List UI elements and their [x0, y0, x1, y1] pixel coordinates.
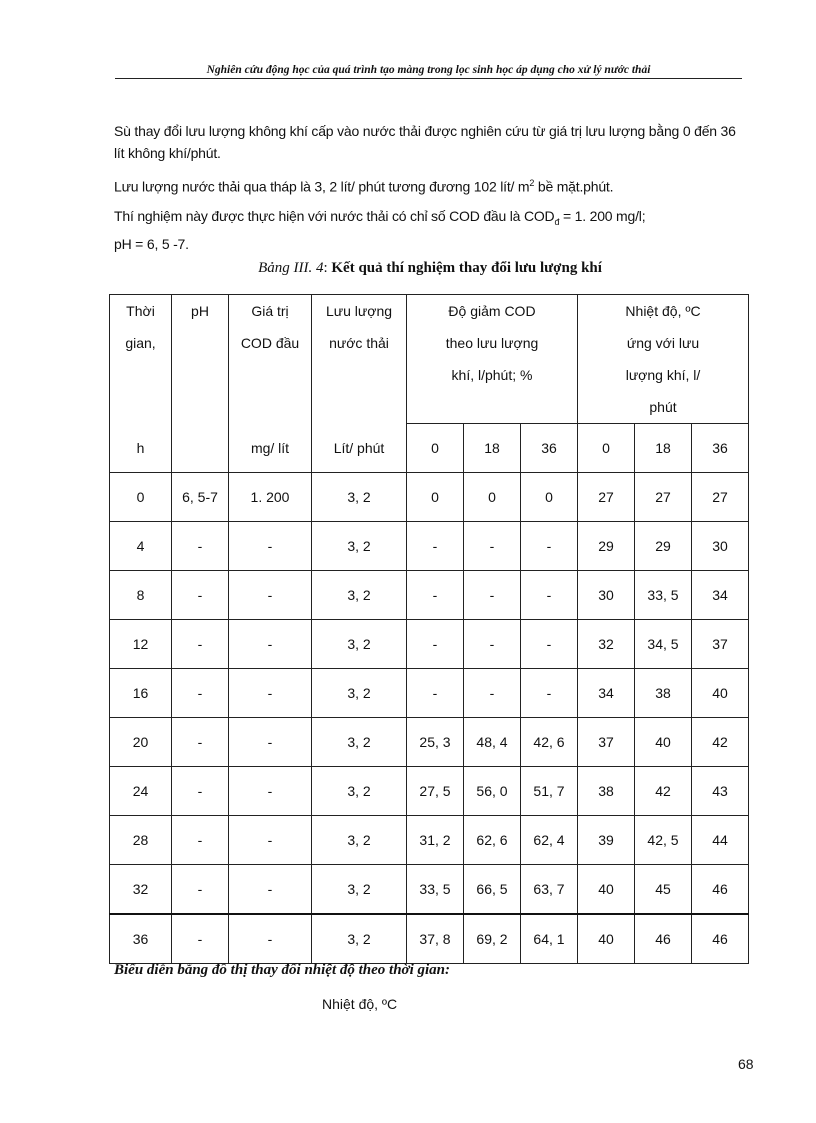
- table-cell: 4: [110, 522, 172, 571]
- header-reduction-line1: Độ giảm COD: [448, 303, 536, 319]
- table-cell: 8: [110, 571, 172, 620]
- table-cell: 3, 2: [312, 620, 407, 669]
- table-cell: 29: [578, 522, 635, 571]
- header-reduction-line2: theo lưu lượng: [445, 335, 539, 351]
- table-row: [110, 767, 749, 816]
- table-cell: 40: [635, 718, 692, 767]
- table-cell: -: [172, 914, 229, 964]
- table-cell: 46: [692, 865, 749, 915]
- table-cell: 25, 3: [407, 718, 464, 767]
- table-cell: 27: [635, 473, 692, 522]
- table-cell: 42: [635, 767, 692, 816]
- table-cell: 37: [692, 620, 749, 669]
- table-row: [110, 473, 749, 522]
- table-cell: 46: [635, 914, 692, 964]
- header-temp-line1: Nhiệt độ, ºC: [625, 303, 701, 319]
- header-temperature: [578, 295, 749, 424]
- table-cell: -: [407, 620, 464, 669]
- table-cell: 42: [692, 718, 749, 767]
- table-caption-separator: :: [323, 260, 332, 276]
- header-temp-line3: lượng khí, l/: [625, 367, 701, 383]
- table-caption-title: Kết quả thí nghiệm thay đổi lưu lượng khí: [331, 260, 602, 276]
- table-row: [110, 620, 749, 669]
- header-temp-line4: phút: [649, 399, 677, 415]
- table-cell: 29: [635, 522, 692, 571]
- table-row: [110, 669, 749, 718]
- table-cell: -: [229, 767, 312, 816]
- table-cell: 38: [578, 767, 635, 816]
- table-cell: 32: [578, 620, 635, 669]
- table-cell: 0: [407, 473, 464, 522]
- table-cell: -: [407, 571, 464, 620]
- table-cell: 3, 2: [312, 767, 407, 816]
- table-cell: -: [229, 718, 312, 767]
- table-cell: 3, 2: [312, 522, 407, 571]
- table-cell: 0: [464, 473, 521, 522]
- table-cell: -: [407, 522, 464, 571]
- table-cell: 40: [692, 669, 749, 718]
- table-row: [110, 522, 749, 571]
- header-cod-reduction: [407, 295, 578, 424]
- table-cell: 3, 2: [312, 865, 407, 915]
- table-cell: 12: [110, 620, 172, 669]
- table-cell: -: [521, 571, 578, 620]
- table-cell: 66, 5: [464, 865, 521, 915]
- table-cell: 37, 8: [407, 914, 464, 964]
- table-cell: 62, 4: [521, 816, 578, 865]
- table-cell: 33, 5: [635, 571, 692, 620]
- subheader-reduction-0: 0: [407, 424, 464, 473]
- table-cell: 40: [578, 914, 635, 964]
- table-cell: -: [172, 620, 229, 669]
- subheader-temp-36: 36: [692, 424, 749, 473]
- header-cod-line1: Giá trị: [251, 303, 289, 319]
- header-cod: [229, 295, 312, 424]
- paragraph-cod-end: = 1. 200 mg/l;: [559, 208, 646, 224]
- table-cell: 3, 2: [312, 816, 407, 865]
- table-cell: 45: [635, 865, 692, 915]
- table-cell: 3, 2: [312, 571, 407, 620]
- subheader-temp-18: 18: [635, 424, 692, 473]
- table-cell: -: [464, 522, 521, 571]
- table-cell: -: [172, 718, 229, 767]
- table-cell: 30: [692, 522, 749, 571]
- table-cell: 28: [110, 816, 172, 865]
- table-cell: 39: [578, 816, 635, 865]
- header-flow-line2: nước thải: [329, 335, 389, 351]
- table-cell: 46: [692, 914, 749, 964]
- table-cell: -: [464, 669, 521, 718]
- table-cell: -: [229, 669, 312, 718]
- header-time-unit: h: [110, 424, 172, 473]
- table-cell: -: [464, 571, 521, 620]
- table-cell: 42, 6: [521, 718, 578, 767]
- table-cell: 48, 4: [464, 718, 521, 767]
- table-cell: 38: [635, 669, 692, 718]
- table-cell: -: [521, 620, 578, 669]
- table-cell: 34: [578, 669, 635, 718]
- table-cell: 3, 2: [312, 669, 407, 718]
- table-cell: 63, 7: [521, 865, 578, 915]
- table-cell: 1. 200: [229, 473, 312, 522]
- table-row: [110, 571, 749, 620]
- table-cell: 0: [521, 473, 578, 522]
- paragraph-wastewater-flow-text: Lưu lượng nước thải qua tháp là 3, 2 lít/ phút tương đương 102 lít/ m: [114, 178, 530, 195]
- table-cell: 3, 2: [312, 914, 407, 964]
- running-header: Nghiên cứu động học của quá trình tạo màng trong lọc sinh học áp dụng cho xử lý nước thải: [115, 64, 742, 79]
- table-cell: 27: [578, 473, 635, 522]
- results-table: [109, 294, 749, 964]
- subheader-row: [110, 424, 749, 473]
- table-cell: -: [521, 522, 578, 571]
- table-cell: 31, 2: [407, 816, 464, 865]
- table-cell: 34, 5: [635, 620, 692, 669]
- table-cell: 43: [692, 767, 749, 816]
- figure-axis-label: Nhiệt độ, ºC: [322, 996, 398, 1012]
- table-cell: 69, 2: [464, 914, 521, 964]
- paragraph-cod: [114, 205, 746, 233]
- table-cell: 37: [578, 718, 635, 767]
- subheader-reduction-36: 36: [521, 424, 578, 473]
- table-row: [110, 718, 749, 767]
- table-cell: -: [229, 620, 312, 669]
- subscript-d: đ: [554, 216, 560, 227]
- header-time: [110, 295, 172, 424]
- table-cell: -: [229, 816, 312, 865]
- header-ph-text: pH: [191, 303, 209, 319]
- header-ph-unit: [172, 424, 229, 473]
- header-cod-line2: COD đầu: [240, 335, 300, 351]
- table-cell: -: [464, 620, 521, 669]
- paragraph-ph: pH = 6, 5 -7.: [114, 236, 189, 252]
- table-cell: 34: [692, 571, 749, 620]
- paragraph-air-flow: Sù thay đổi lưu lượng không khí cấp vào nước thải được nghiên cứu từ giá trị lưu lượng bằng 0 đến 36 lít không khí/phút.: [114, 123, 736, 161]
- table-cell: 64, 1: [521, 914, 578, 964]
- header-flow-unit: Lít/ phút: [312, 424, 407, 473]
- table-cell: 32: [110, 865, 172, 915]
- table-cell: -: [172, 816, 229, 865]
- table-cell: 33, 5: [407, 865, 464, 915]
- table-cell: 36: [110, 914, 172, 964]
- page-number: 68: [738, 1056, 754, 1072]
- table-cell: 27, 5: [407, 767, 464, 816]
- table-cell: -: [229, 522, 312, 571]
- subheader-temp-0: 0: [578, 424, 635, 473]
- table-cell: -: [172, 522, 229, 571]
- table-cell: 56, 0: [464, 767, 521, 816]
- table-cell: -: [407, 669, 464, 718]
- header-ph: [172, 295, 229, 424]
- subheader-reduction-18: 18: [464, 424, 521, 473]
- table-cell: -: [172, 865, 229, 915]
- table-cell: 44: [692, 816, 749, 865]
- table-cell: 27: [692, 473, 749, 522]
- table-cell: 3, 2: [312, 473, 407, 522]
- table-row: [110, 816, 749, 865]
- table-caption: [114, 260, 746, 277]
- table-body: [110, 473, 749, 964]
- table-cell: -: [172, 669, 229, 718]
- header-reduction-line3: khí, l/phút; %: [451, 367, 533, 383]
- table-cell: 6, 5-7: [172, 473, 229, 522]
- superscript-2: 2: [529, 178, 535, 188]
- table-cell: -: [229, 914, 312, 964]
- table-cell: 51, 7: [521, 767, 578, 816]
- table-cell: 62, 6: [464, 816, 521, 865]
- table-cell: 20: [110, 718, 172, 767]
- table-cell: -: [172, 767, 229, 816]
- paragraph-cod-text: Thí nghiệm này được thực hiện với nước thải có chỉ số COD đầu là COD: [114, 208, 555, 224]
- header-time-line2: gian,: [125, 335, 156, 351]
- table-cell: 16: [110, 669, 172, 718]
- table-cell: 42, 5: [635, 816, 692, 865]
- header-time-line1: Thời: [126, 303, 155, 319]
- table-row: [110, 914, 749, 964]
- table-cell: 0: [110, 473, 172, 522]
- header-flow: [312, 295, 407, 424]
- header-row: [110, 295, 749, 424]
- table-cell: -: [229, 865, 312, 915]
- table-cell: 40: [578, 865, 635, 915]
- table-cell: -: [521, 669, 578, 718]
- table-cell: 24: [110, 767, 172, 816]
- table-cell: 30: [578, 571, 635, 620]
- table-row: [110, 865, 749, 915]
- table-caption-label: Bảng III. 4: [258, 260, 324, 276]
- figure-title: Biểu diễn bằng đồ thị thay đổi nhiệt độ theo thời gian:: [114, 962, 451, 978]
- header-cod-unit: mg/ lít: [229, 424, 312, 473]
- table-cell: -: [172, 571, 229, 620]
- header-temp-line2: ứng với lưu: [626, 335, 700, 351]
- paragraph-wastewater-flow: [114, 172, 746, 198]
- table-cell: 3, 2: [312, 718, 407, 767]
- paragraph-wastewater-flow-end: bề mặt.phút.: [534, 178, 614, 195]
- header-flow-line1: Lưu lượng: [325, 303, 393, 319]
- table-cell: -: [229, 571, 312, 620]
